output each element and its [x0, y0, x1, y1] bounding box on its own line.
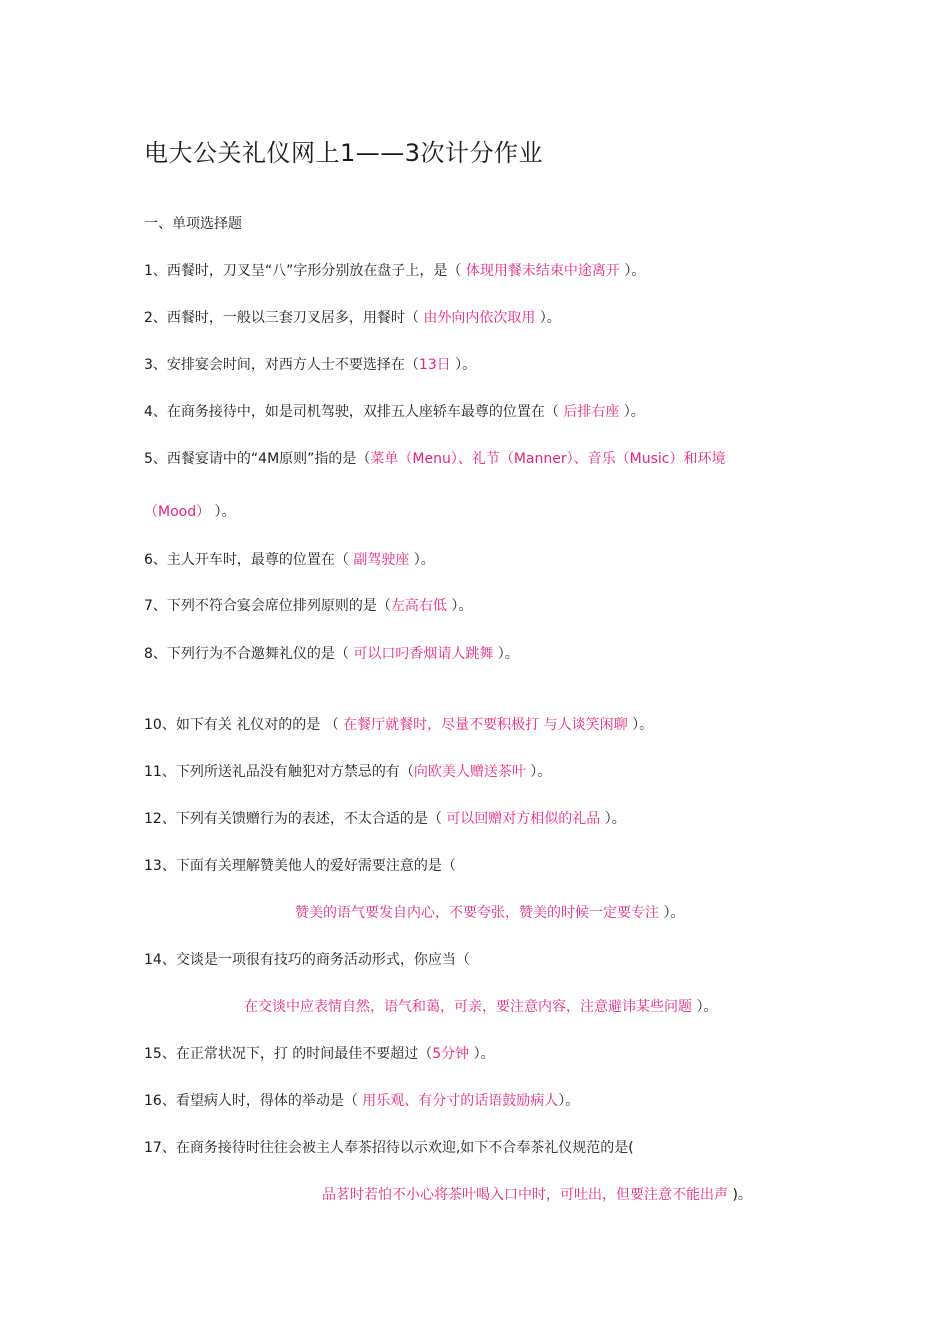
question-end: ）。 — [535, 310, 561, 326]
question-4 — [144, 402, 645, 422]
page-title: 电大公关礼仪网上1——3次计分作业 — [144, 139, 544, 167]
question-end: ）。 — [659, 905, 685, 921]
answer-text: 可以回赠对方相似的礼品 — [446, 811, 601, 827]
question-end: ）。 — [619, 404, 645, 420]
question-12 — [144, 809, 626, 829]
question-15 — [144, 1044, 495, 1064]
question-3 — [144, 355, 476, 375]
question-10 — [144, 715, 653, 735]
question-text: 12、下列有关馈赠行为的表述，不太合适的是（ — [144, 811, 447, 827]
question-text: 16、看望病人时，得体的举动是（ — [144, 1093, 363, 1109]
question-16 — [144, 1091, 579, 1111]
question-text: 10、如下有关 礼仪对的的是 （ — [144, 717, 344, 733]
answer-text: 可以口叼香烟请人跳舞 — [353, 646, 494, 662]
answer-text: 在餐厅就餐时，尽量不要积极打 与人谈笑闲聊 — [343, 717, 628, 733]
question-end: ）。 — [469, 1046, 495, 1062]
question-11 — [144, 762, 551, 782]
question-text: 15、在正常状况下，打 的时间最佳不要超过（ — [144, 1046, 433, 1062]
question-5 — [144, 449, 725, 469]
answer-text: 赞美的语气要发自内心，不要夸张，赞美的时候一定要专注 — [295, 905, 659, 921]
section-heading: 一、单项选择题 — [144, 216, 242, 232]
question-text: 13、下面有关理解赞美他人的爱好需要注意的是（ — [144, 858, 456, 874]
question-2 — [144, 308, 561, 328]
question-text: 4、在商务接待中，如是司机驾驶，双排五人座轿车最尊的位置在（ — [144, 404, 564, 420]
question-13 — [144, 856, 456, 876]
question-8 — [144, 644, 519, 664]
answer-text: 体现用餐未结束中途离开 — [465, 263, 620, 279]
question-text: 3、安排宴会时间，对西方人士不要选择在（ — [144, 357, 419, 373]
answer-text: 由外向内依次取用 — [423, 310, 536, 326]
answer-text: 品茗时若怕不小心将茶叶喝入口中时，可吐出，但要注意不能出声 — [322, 1187, 728, 1203]
question-14-answer — [244, 997, 717, 1017]
question-text: 17、在商务接待时往往会被主人奉茶招待以示欢迎,如下不合奉茶礼仪规范的是( — [144, 1140, 634, 1156]
answer-text: （Mood） — [144, 504, 211, 520]
question-6 — [144, 550, 435, 570]
answer-text: 用乐观、有分寸的话语鼓励病人 — [362, 1093, 559, 1109]
question-end: ）。 — [600, 811, 626, 827]
question-end: )。 — [728, 1187, 752, 1203]
question-end: ）。 — [558, 1093, 580, 1109]
question-end: ）。 — [692, 999, 718, 1015]
answer-text: 左高右低 — [390, 598, 447, 614]
question-end: ）。 — [210, 504, 236, 520]
question-text: 1、西餐时，刀叉呈“八”字形分别放在盘子上，是（ — [144, 263, 466, 279]
question-end: ）。 — [627, 717, 654, 733]
answer-text: 向欧美人赠送茶叶 — [413, 764, 526, 780]
answer-text: 后排右座 — [563, 404, 620, 420]
question-text: 6、主人开车时，最尊的位置在（ — [144, 552, 354, 568]
question-text: 14、交谈是一项很有技巧的商务活动形式，你应当（ — [144, 952, 470, 968]
question-text: 8、下列行为不合邀舞礼仪的是（ — [144, 646, 354, 662]
question-text: 5、西餐宴请中的“4M原则”指的是（ — [144, 451, 371, 467]
answer-text: 菜单（Menu）、礼节（Manner）、音乐（Music）和环境 — [370, 451, 726, 467]
question-17-answer — [322, 1185, 752, 1205]
answer-text: 13日 — [418, 357, 451, 373]
question-5-continued — [144, 502, 236, 522]
question-end: ）。 — [619, 263, 646, 279]
question-13-answer — [295, 903, 684, 923]
question-7 — [144, 596, 472, 616]
question-end: ）。 — [525, 764, 552, 780]
question-text: 7、下列不符合宴会席位排列原则的是（ — [144, 598, 391, 614]
answer-text: 在交谈中应表情自然，语气和蔼，可亲，要注意内容，注意避讳某些问题 — [244, 999, 692, 1015]
question-end: ）。 — [409, 552, 435, 568]
question-text: 2、西餐时，一般以三套刀叉居多，用餐时（ — [144, 310, 424, 326]
question-17 — [144, 1138, 634, 1158]
question-14 — [144, 950, 470, 970]
question-end: ）。 — [450, 357, 477, 373]
question-end: ）。 — [493, 646, 519, 662]
question-end: ）。 — [446, 598, 473, 614]
answer-text: 5分钟 — [432, 1046, 470, 1062]
answer-text: 副驾驶座 — [353, 552, 410, 568]
question-1 — [144, 261, 645, 281]
question-text: 11、下列所送礼品没有触犯对方禁忌的有（ — [144, 764, 414, 780]
